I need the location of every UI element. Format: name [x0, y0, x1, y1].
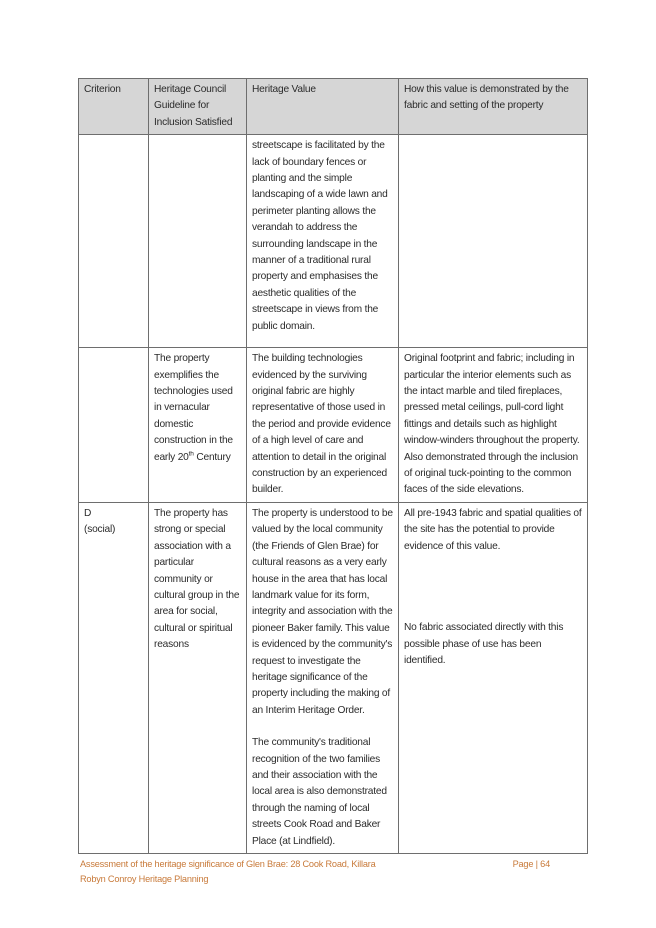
criterion-type: (social) — [84, 524, 116, 536]
guideline-cell — [149, 135, 247, 348]
page-number-value: 64 — [540, 859, 550, 869]
criterion-letter: D — [84, 507, 92, 519]
heritage-value-cell: The building technologies evidenced by the surviving original fabric are highly representative of those used in the period and provide evidence of a high level of care and attention to detail in the original construction by an experienced builder. — [247, 348, 399, 503]
document-page — [78, 78, 587, 854]
value-paragraph: The property is understood to be valued by the local community (the Friends of Glen Brae) for cultural reasons as a very early house in the area that has local landmark value for its form, integrity and association with the pioneer Baker family. This value is evidenced by the community's request to investigate the heritage significance of the property including the making of an Interim Heritage Order. — [252, 507, 393, 716]
value-paragraph: The community's traditional recognition of the two families and their association with the local area is also demonstrated through the naming of local streets Cook Road and Baker Place (at Lindfield). — [252, 737, 387, 847]
guideline-cell — [149, 348, 247, 503]
guideline-cell: The property has strong or special association with a particular community or cultural group in the area for social, cultural or spiritual reasons — [149, 502, 247, 853]
header-fabric-demonstration: How this value is demonstrated by the fabric and setting of the property — [399, 79, 588, 135]
fabric-paragraph: Original footprint and fabric; including in particular the interior elements such as the intact marble and tiled fireplaces, pressed metal ceilings, pull-cord light fittings and details such as highlight window-winders throughout the property. — [404, 353, 580, 447]
criterion-cell — [79, 348, 149, 503]
heritage-criteria-table — [78, 78, 588, 854]
fabric-paragraph: No fabric associated directly with this possible phase of use has been identified. — [404, 622, 564, 666]
page-label: Page — [512, 859, 534, 869]
criterion-cell — [79, 502, 149, 853]
table-row — [79, 135, 588, 348]
table-header-row — [79, 79, 588, 135]
footer-document-title: Assessment of the heritage significance of Glen Brae: 28 Cook Road, Killara — [80, 859, 376, 869]
ordinal-superscript: th — [188, 450, 194, 458]
heritage-value-cell: streetscape is facilitated by the lack of boundary fences or planting and the simple landscaping of a wide lawn and perimeter planting allows the verandah to address the surrounding landscape in the manner of a traditional rural property and emphasises the aesthetic qualities of the streetscape in views from the public domain. — [247, 135, 399, 348]
heritage-value-cell — [247, 502, 399, 853]
header-guideline: Heritage Council Guideline for Inclusion Satisfied — [149, 79, 247, 135]
fabric-cell — [399, 348, 588, 503]
criterion-cell — [79, 135, 149, 348]
footer-author: Robyn Conroy Heritage Planning — [80, 874, 209, 884]
guideline-text: The property exemplifies the technologies used in vernacular domestic construction in the early 20 — [154, 353, 233, 463]
page-footer — [80, 857, 550, 887]
fabric-cell — [399, 135, 588, 348]
table-row — [79, 502, 588, 853]
table-row — [79, 348, 588, 503]
fabric-paragraph: Also demonstrated through the inclusion of original tuck-pointing to the common faces of the side elevations. — [404, 451, 578, 496]
header-criterion: Criterion — [79, 79, 149, 135]
fabric-cell — [399, 502, 588, 853]
page-separator: | — [535, 859, 538, 869]
fabric-paragraph: All pre-1943 fabric and spatial qualities of the site has the potential to provide evidence of this value. — [404, 507, 582, 552]
page-number — [513, 857, 550, 872]
header-heritage-value: Heritage Value — [247, 79, 399, 135]
guideline-text-end: Century — [193, 451, 231, 463]
